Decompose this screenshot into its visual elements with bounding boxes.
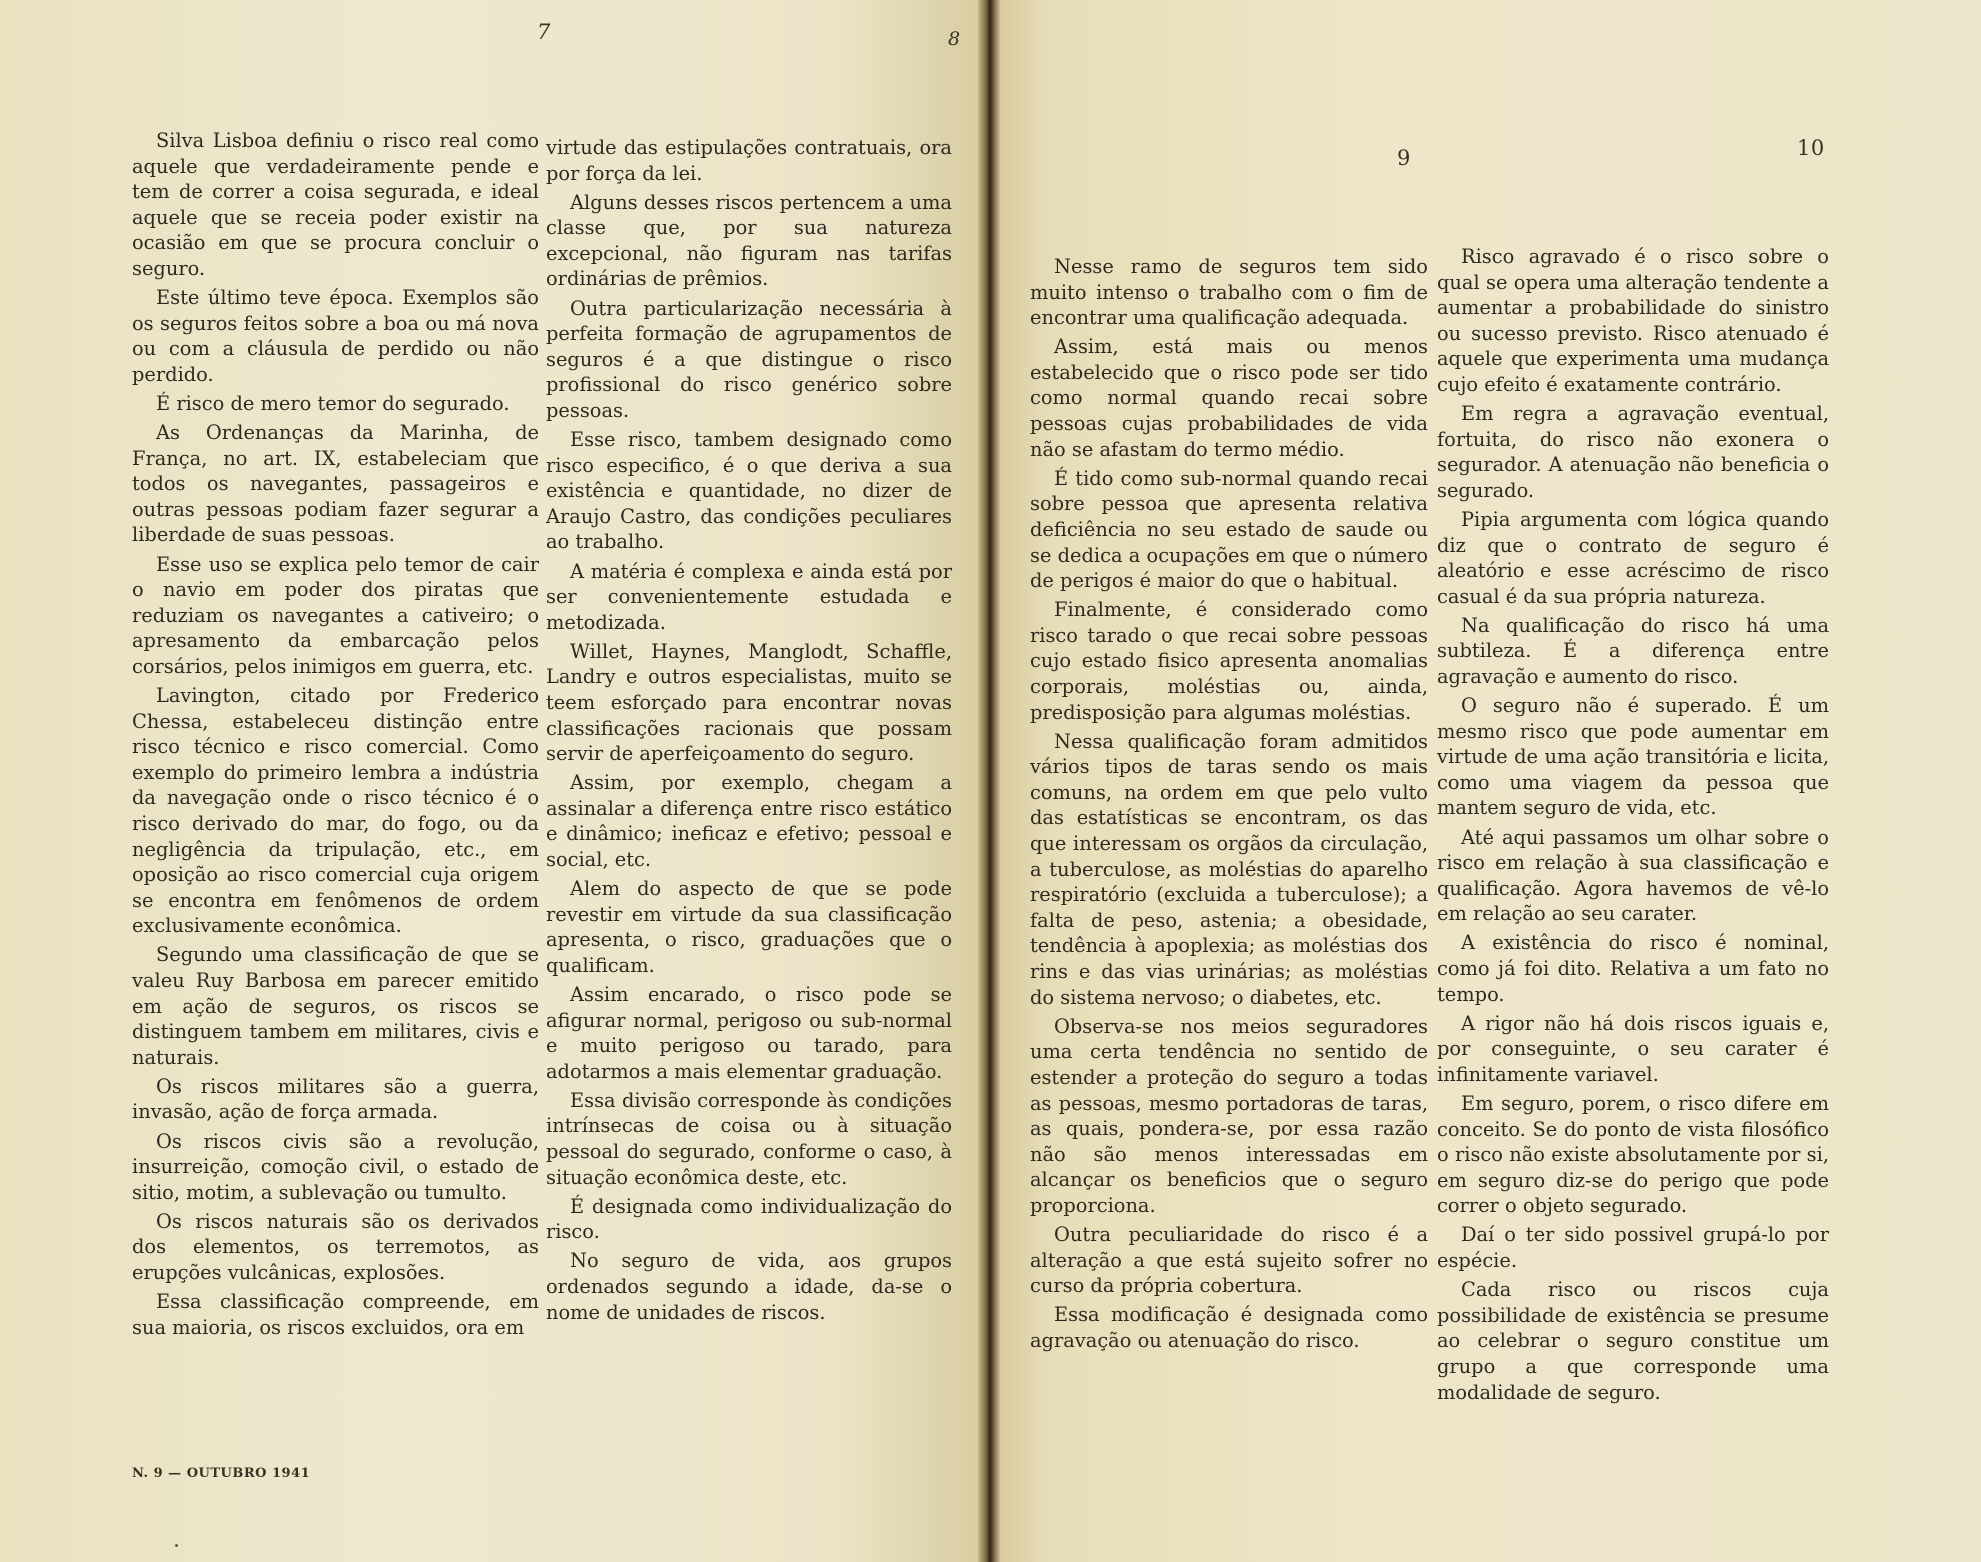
text-column-page-9 — [1030, 254, 1428, 1357]
paragraph: Outra particularização necessária à perfeita formação de agrupamentos de seguros é a que distingue o risco profissional do risco genérico sobre pessoas. — [546, 296, 952, 422]
paragraph: Assim, por exemplo, chegam a assinalar a diferença entre risco estático e dinâmico; ineficaz e efetivo; pessoal e social, etc. — [546, 771, 952, 872]
page-number-9: 9 — [1397, 146, 1411, 170]
paragraph: É designada como individualização do risco. — [546, 1194, 952, 1244]
page-number-7: 7 — [537, 20, 551, 44]
paragraph: Assim, está mais ou menos estabelecido que o risco pode ser tido como normal quando recai sobre pessoas cujas probabilidades de vida não se afastam do termo médio. — [1030, 335, 1428, 461]
paragraph: Até aqui passamos um olhar sobre o risco em relação à sua classificação e qualificação. Agora havemos de vê-lo em relação ao seu carater. — [1437, 825, 1829, 926]
text-column-page-7 — [132, 128, 539, 1344]
paragraph: Observa-se nos meios seguradores uma certa tendência no sentido de estender a proteção do seguro a todas as pessoas, mesmo portadoras de taras, as quais, pondera-se, por essa razão não são menos interessadas em alcançar os beneficios que o seguro proporciona. — [1030, 1014, 1428, 1217]
paragraph: Em regra a agravação eventual, fortuita, do risco não exonera o segurador. A atenuação não beneficia o segurado. — [1437, 402, 1829, 502]
paragraph: Risco agravado é o risco sobre o qual se opera uma alteração tendente a aumentar a probabilidade do sinistro ou sucesso previsto. Risco atenuado é aquele que experimenta uma mudança cujo efeito é exatamente contrário. — [1437, 245, 1829, 396]
paragraph: Nessa qualificação foram admitidos vários tipos de taras sendo os mais comuns, na ordem em que pelo vulto das estatísticas se encontram, os das que interessam os orgãos da circulação, a tuberculose, as moléstias do aparelho respiratório (excluida a tuberculose); a falta de peso, astenia; a obesidade, tendência à apoplexia; as moléstias dos rins e das vias urinárias; as moléstias do sistema nervoso; o diabetes, etc. — [1030, 729, 1428, 1009]
paragraph: Este último teve época. Exemplos são os seguros feitos sobre a boa ou má nova ou com a cláusula de perdido ou não perdido. — [132, 286, 539, 386]
paragraph: Alguns desses riscos pertencem a uma classe que, por sua natureza excepcional, não figuram nas tarifas ordinárias de prêmios. — [546, 190, 952, 291]
book-gutter — [978, 0, 1000, 1562]
paragraph: Pipia argumenta com lógica quando diz que o contrato de seguro é aleatório e esse acréscimo de risco casual é da sua própria natureza. — [1437, 507, 1829, 608]
paragraph: Esse risco, tambem designado como risco especifico, é o que deriva a sua existência e quantidade, no dizer de Araujo Castro, das condições peculiares ao trabalho. — [546, 428, 952, 554]
paragraph: Cada risco ou riscos cuja possibilidade de existência se presume ao celebrar o seguro constitue um grupo a que corresponde uma modalidade de seguro. — [1437, 1278, 1829, 1404]
paragraph: A existência do risco é nominal, como já foi dito. Relativa a um fato no tempo. — [1437, 931, 1829, 1006]
paragraph: Os riscos naturais são os derivados dos elementos, os terremotos, as erupções vulcânicas, explosões. — [132, 1209, 539, 1285]
paragraph: Nesse ramo de seguros tem sido muito intenso o trabalho com o fim de encontrar uma qualificação adequada. — [1030, 255, 1428, 330]
paragraph: É tido como sub-normal quando recai sobre pessoa que apresenta relativa deficiência no seu estado de saude ou se dedica a ocupações em que o número de perigos é maior do que o habitual. — [1030, 466, 1428, 593]
page-number-8: 8 — [948, 28, 961, 50]
issue-footer: N. 9 — OUTUBRO 1941 — [132, 1466, 311, 1481]
text-column-page-10 — [1437, 244, 1829, 1409]
paragraph: Esse uso se explica pelo temor de cair o navio em poder dos piratas que reduziam os navegantes a cativeiro; o apresamento da embarcação pelos corsários, pelos inimigos em guerra, etc. — [132, 552, 539, 678]
paragraph: Na qualificação do risco há uma subtileza. É a diferença entre agravação e aumento do risco. — [1437, 613, 1829, 688]
paragraph: Essa divisão corresponde às condições intrínsecas de coisa ou à situação pessoal do segurado, conforme o caso, à situação econômica deste, etc. — [546, 1088, 952, 1189]
paragraph: Os riscos civis são a revolução, insurreição, comoção civil, o estado de sitio, motim, a sublevação ou tumulto. — [132, 1129, 539, 1204]
paragraph: As Ordenanças da Marinha, de França, no art. IX, estabeleciam que todos os navegantes, passageiros e outras pessoas podiam fazer segurar a liberdade de suas pessoas. — [132, 421, 539, 547]
paragraph: Os riscos militares são a guerra, invasão, ação de força armada. — [132, 1074, 539, 1124]
paragraph: O seguro não é superado. É um mesmo risco que pode aumentar em virtude de uma ação transitória e licita, como uma viagem da pessoa que mantem seguro de vida, etc. — [1437, 694, 1829, 820]
paragraph: Em seguro, porem, o risco difere em conceito. Se do ponto de vista filosófico o risco não existe absolutamente por si, em seguro diz-se do perigo que pode correr o objeto segurado. — [1437, 1092, 1829, 1218]
paragraph: É risco de mero temor do segurado. — [156, 391, 510, 415]
paragraph: Essa classificação compreende, em sua maioria, os riscos excluidos, ora em — [132, 1290, 539, 1339]
paragraph: Outra peculiaridade do risco é a alteração a que está sujeito sofrer no curso da própria cobertura. — [1030, 1222, 1428, 1298]
paragraph: Assim encarado, o risco pode se afigurar normal, perigoso ou sub-normal e muito perigoso ou tarado, para adotarmos a mais elementar graduação. — [546, 983, 952, 1083]
paragraph: Willet, Haynes, Manglodt, Schaffle, Landry e outros especialistas, muito se teem esforçado para encontrar novas classificações racionais que possam servir de aperfeiçoamento do seguro. — [546, 639, 952, 766]
paragraph: Essa modificação é designada como agravação ou atenuação do risco. — [1030, 1303, 1428, 1352]
paragraph: Segundo uma classificação de que se valeu Ruy Barbosa em parecer emitido em ação de seguros, os riscos se distinguem tambem em militares, civis e naturais. — [132, 943, 539, 1069]
paragraph: A rigor não há dois riscos iguais e, por conseguinte, o seu carater é infinitamente variavel. — [1437, 1011, 1829, 1086]
text-column-page-8 — [546, 135, 952, 1329]
page-number-10: 10 — [1797, 136, 1825, 160]
paragraph: A matéria é complexa e ainda está por ser convenientemente estudada e metodizada. — [546, 559, 952, 634]
paragraph: Silva Lisboa definiu o risco real como aquele que verdadeiramente pende e tem de correr a coisa segurada, e ideal aquele que se receia poder existir na ocasião em que se procura concluir o seguro. — [132, 129, 539, 280]
paragraph: Lavington, citado por Frederico Chessa, estabeleceu distinção entre risco técnico e risco comercial. Como exemplo do primeiro lembra a indústria da navegação onde o risco técnico é o risco derivado do mar, do fogo, ou da negligência da tripulação, etc., em oposição ao risco comercial cuja origem se encontra em fenômenos de ordem exclusivamente econômica. — [132, 683, 539, 938]
paragraph: virtude das estipulações contratuais, ora por força da lei. — [546, 136, 952, 185]
paragraph: Finalmente, é considerado como risco tarado o que recai sobre pessoas cujo estado fisico apresenta anomalias corporais, moléstias ou, ainda, predisposição para algumas moléstias. — [1030, 598, 1428, 724]
print-speck — [175, 1544, 178, 1547]
paragraph: Alem do aspecto de que se pode revestir em virtude da sua classificação apresenta, o risco, graduações que o qualificam. — [546, 877, 952, 977]
paragraph: Daí o ter sido possivel grupá-lo por espécie. — [1437, 1223, 1829, 1273]
paragraph: No seguro de vida, aos grupos ordenados segundo a idade, da-se o nome de unidades de riscos. — [546, 1249, 952, 1324]
